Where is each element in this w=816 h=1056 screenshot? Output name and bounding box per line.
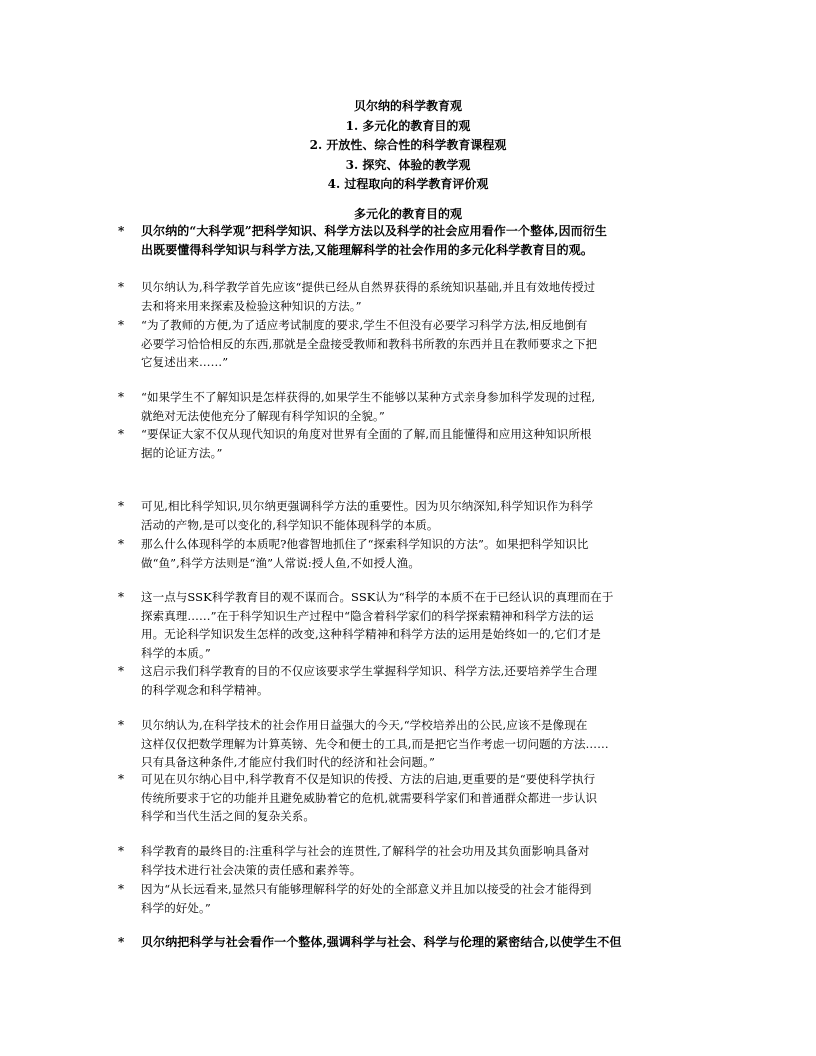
bullet-marker: *	[118, 718, 124, 732]
text-line: 传统所要求于它的功能并且避免威胁着它的危机,就需要科学家们和普通群众都进一步认识	[141, 790, 598, 805]
bullet-text	[141, 497, 593, 534]
toc-item: 1. 多元化的教育目的观	[345, 118, 471, 133]
section-heading: 多元化的教育目的观	[353, 207, 462, 221]
bullet-marker: *	[118, 499, 124, 513]
bullet-text	[141, 933, 621, 952]
bullet-text	[141, 388, 595, 425]
text-line: 必要学习恰恰相反的东西,那就是全盘接受教师和教科书所教的东西并且在教师要求之下把	[141, 336, 598, 351]
toc-item: 2. 开放性、综合性的科学教育课程观	[309, 138, 507, 152]
text-line: 那么什么体现科学的本质呢?他睿智地抓住了“探索科学知识的方法”。如果把科学知识比	[141, 537, 589, 551]
text-line: 活动的产物,是可以变化的,科学知识不能体现科学的本质。	[141, 517, 439, 532]
text-line: 去和将来用来探索及检验这种知识的方法。”	[141, 298, 362, 313]
text-line: 贝尔纳认为,在科学技术的社会作用日益强大的今天,“学校培养出的公民,应该不是像现在	[141, 718, 588, 732]
bullet-marker: *	[118, 664, 124, 678]
text-line: 只有具备这种条件,才能应付我们时代的经济和社会问题。”	[141, 755, 435, 769]
text-line: 科学的好处。”	[141, 900, 211, 915]
text-line: 贝尔纳把科学与社会看作一个整体,强调科学与社会、科学与伦理的紧密结合,以使学生不但	[141, 935, 622, 949]
bullet-text	[141, 770, 597, 826]
text-line: 做“鱼”,科学方法则是“渔”人常说:授人鱼,不如授人渔。	[141, 555, 420, 570]
bullet-marker: *	[118, 390, 124, 404]
text-line: 科学和当代生活之间的复杂关系。	[141, 809, 315, 823]
text-line: “要保证大家不仅从现代知识的角度对世界有全面的了解,而且能懂得和应用这种知识所根	[141, 427, 592, 441]
bullet-marker: *	[118, 318, 124, 332]
bullet-marker: *	[118, 224, 125, 238]
text-line: 就绝对无法使他充分了解现有科学知识的全貌。”	[141, 408, 385, 423]
text-line: 因为“从长远看来,显然只有能够理解科学的好处的全部意义并且加以接受的社会才能得到	[141, 882, 592, 896]
text-line: 这启示我们科学教育的目的不仅应该要求学生掌握科学知识、科学方法,还要培养学生合理	[141, 664, 598, 678]
bullet-text	[141, 278, 595, 315]
bullet-text	[141, 842, 590, 879]
bullet-marker: *	[118, 882, 124, 896]
toc-item: 4. 过程取向的科学教育评价观	[327, 177, 489, 191]
bullet-marker: *	[118, 427, 124, 441]
text-line: 可见在贝尔纳心目中,科学教育不仅是知识的传授、方法的启迪,更重要的是“要使科学执行	[141, 772, 596, 786]
bullet-marker: *	[118, 280, 124, 294]
text-line: 可见,相比科学知识,贝尔纳更强调科学方法的重要性。因为贝尔纳深知,科学知识作为科学	[141, 499, 594, 513]
document-title: 贝尔纳的科学教育观	[353, 99, 462, 113]
table-of-contents	[0, 97, 816, 195]
text-line: “为了教师的方便,为了适应考试制度的要求,学生不但没有必要学习科学方法,相反地倒有	[141, 318, 588, 332]
text-line: 据的论证方法。”	[141, 445, 223, 460]
text-line: 出既要懂得科学知识与科学方法,又能理解科学的社会作用的多元化科学教育目的观。	[141, 242, 593, 257]
bullet-text	[141, 535, 588, 572]
text-line: 贝尔纳的“大科学观”把科学知识、科学方法以及科学的社会应用看作一个整体,因而衍生	[141, 224, 607, 238]
toc-item: 3. 探究、体验的教学观	[345, 157, 471, 172]
text-line: 科学技术进行社会决策的责任感和素养等。	[141, 862, 362, 877]
text-line: 探索真理……”在于科学知识生产过程中“隐含着科学家们的科学探索精神和科学方法的运	[141, 608, 594, 623]
text-line: 这一点与SSK科学教育目的观不谋而合。SSK认为“科学的本质不在于已经认识的真理而在于	[141, 590, 614, 604]
text-line: 这样仅仅把数学理解为计算英镑、先令和便士的工具,而是把它当作考虑一切问题的方法……	[141, 736, 609, 751]
text-line: 它复述出来……”	[141, 355, 229, 369]
text-line: 科学的本质。”	[141, 645, 211, 660]
text-line: “如果学生不了解知识是怎样获得的,如果学生不能够以某种方式亲身参加科学发现的过程,	[141, 390, 596, 404]
bullet-marker: *	[118, 935, 125, 949]
bullet-marker: *	[118, 844, 124, 858]
bullet-text	[141, 316, 597, 372]
bullet-marker: *	[118, 590, 124, 604]
text-line: 的科学观念和科学精神。	[141, 682, 269, 697]
bullet-text	[141, 425, 592, 462]
bullet-text	[141, 588, 613, 662]
text-line: 贝尔纳认为,科学教学首先应该“提供已经从自然界获得的系统知识基础,并且有效地传授过	[141, 280, 596, 294]
text-line: 科学教育的最终目的:注重科学与社会的连贯性,了解科学的社会功用及其负面影响具备对	[141, 844, 590, 858]
bullet-text	[141, 716, 609, 772]
bullet-marker: *	[118, 772, 124, 786]
bullet-text	[141, 222, 607, 259]
bullet-text	[141, 880, 592, 917]
bullet-marker: *	[118, 537, 124, 551]
text-line: 用。无论科学知识发生怎样的改变,这种科学精神和科学方法的运用是始终如一的,它们才是	[141, 627, 601, 641]
bullet-text	[141, 662, 597, 699]
